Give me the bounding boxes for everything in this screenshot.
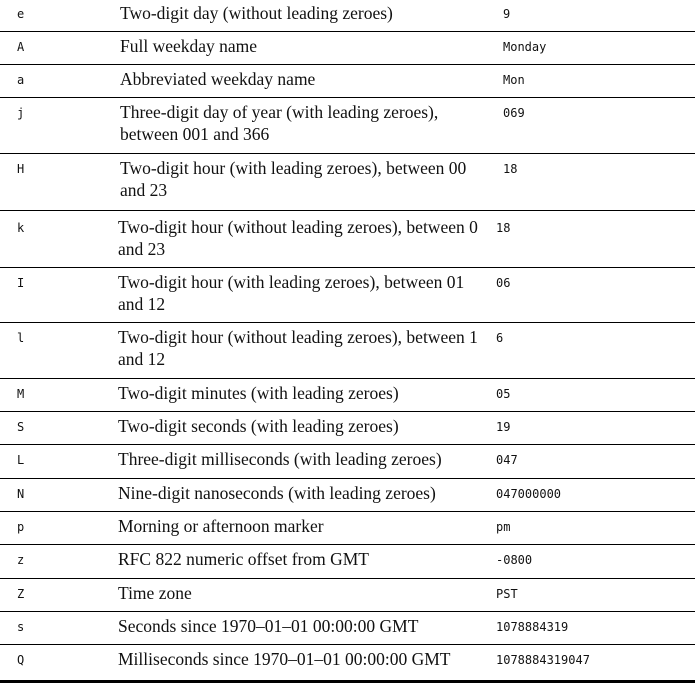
conversion-code: j: [17, 106, 25, 120]
table-row: [0, 445, 695, 479]
conversion-description: Three-digit milliseconds (with leading zeroes): [118, 449, 442, 469]
conversion-description: RFC 822 numeric offset from GMT: [118, 549, 369, 569]
table-row: [0, 154, 695, 211]
conversion-description: Three-digit day of year (with leading zeroes), between 001 and 366: [120, 102, 439, 144]
conversion-code: k: [17, 221, 25, 235]
conversion-example: 19: [496, 420, 511, 434]
conversion-code: Z: [17, 587, 25, 601]
conversion-code: L: [17, 453, 25, 467]
conversion-description: Two-digit hour (without leading zeroes), between 1 and 12: [118, 327, 478, 369]
table-row: [0, 268, 695, 323]
table-bottom-rule: [0, 680, 695, 683]
conversion-example: 05: [496, 387, 511, 401]
conversion-code: l: [17, 331, 25, 345]
table-row: [0, 98, 695, 154]
conversion-example: 047: [496, 453, 518, 467]
conversion-code: Q: [17, 653, 25, 667]
conversion-description: Time zone: [118, 583, 192, 603]
table-row: [0, 412, 695, 445]
conversion-code: N: [17, 487, 25, 501]
conversion-code: a: [17, 73, 25, 87]
conversion-example: 18: [503, 162, 518, 176]
conversion-code: H: [17, 162, 25, 176]
conversion-code: M: [17, 387, 25, 401]
conversion-code: A: [17, 40, 25, 54]
conversion-example: 9: [503, 7, 511, 21]
table-row: [0, 323, 695, 379]
conversion-description: Two-digit hour (with leading zeroes), between 00 and 23: [120, 158, 467, 200]
conversion-example: 047000000: [496, 487, 562, 501]
table-row: [0, 512, 695, 545]
conversion-description: Full weekday name: [120, 36, 258, 56]
table-row: [0, 612, 695, 645]
table-row: [0, 65, 695, 98]
conversion-example: 6: [496, 331, 504, 345]
conversion-description: Nine-digit nanoseconds (with leading zeroes): [118, 483, 436, 503]
conversion-description: Milliseconds since 1970–01–01 00:00:00 GMT: [118, 649, 451, 669]
table-row: [0, 379, 695, 412]
conversion-example: pm: [496, 520, 511, 534]
conversion-example: 18: [496, 221, 511, 235]
table-row: [0, 645, 695, 677]
table-row: [0, 32, 695, 65]
conversion-example: 1078884319047: [496, 653, 590, 667]
conversion-example: -0800: [496, 553, 533, 567]
table-row: [0, 0, 695, 32]
conversion-code: p: [17, 520, 25, 534]
conversion-code: S: [17, 420, 25, 434]
conversion-example: Monday: [503, 40, 547, 54]
table-row: [0, 211, 695, 268]
conversion-description: Two-digit hour (with leading zeroes), between 01 and 12: [118, 272, 465, 314]
conversion-code: s: [17, 620, 25, 634]
conversion-example: 1078884319: [496, 620, 569, 634]
conversion-example: PST: [496, 587, 518, 601]
conversion-code: e: [17, 7, 25, 21]
conversion-example: Mon: [503, 73, 525, 87]
conversion-example: 06: [496, 276, 511, 290]
table-row: [0, 545, 695, 579]
conversion-example: 069: [503, 106, 525, 120]
conversion-description: Two-digit seconds (with leading zeroes): [118, 416, 399, 436]
table-row: [0, 579, 695, 612]
table-row: [0, 479, 695, 512]
conversion-description: Two-digit day (without leading zeroes): [120, 3, 393, 23]
conversion-description: Seconds since 1970–01–01 00:00:00 GMT: [118, 616, 419, 636]
conversion-description: Abbreviated weekday name: [120, 69, 316, 89]
conversion-description: Two-digit minutes (with leading zeroes): [118, 383, 399, 403]
conversion-code: I: [17, 276, 25, 290]
conversion-code: z: [17, 553, 25, 567]
conversion-description: Two-digit hour (without leading zeroes), between 0 and 23: [118, 217, 478, 259]
conversion-description: Morning or afternoon marker: [118, 516, 324, 536]
